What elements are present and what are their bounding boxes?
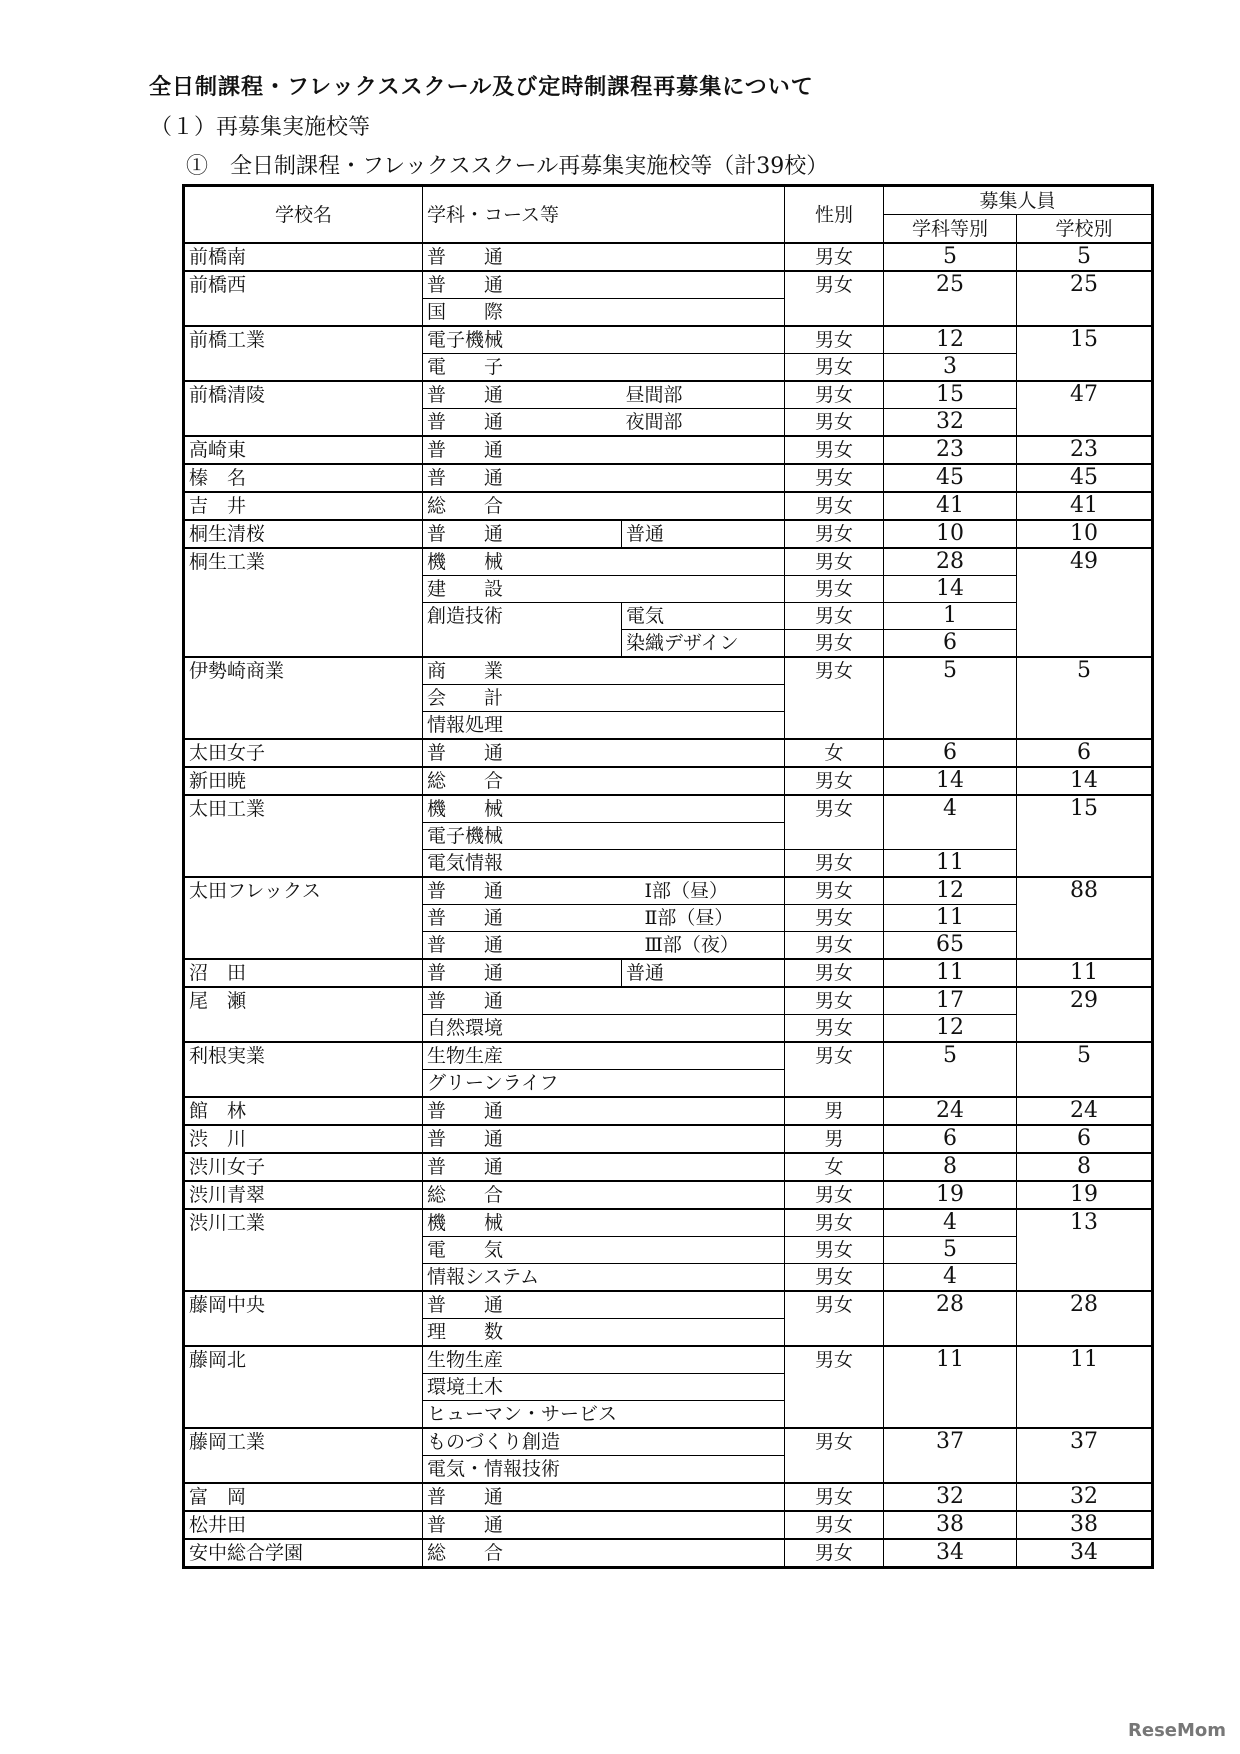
- count-by-dept: 37: [884, 1428, 1017, 1483]
- school-name: 藤岡工業: [184, 1428, 423, 1483]
- count-by-school: 6: [1017, 739, 1153, 767]
- department: 普 通: [423, 877, 622, 905]
- count-by-dept: 5: [884, 1237, 1017, 1264]
- count-by-dept: 4: [884, 795, 1017, 850]
- course: 昼間部: [622, 381, 785, 409]
- school-name: 富 岡: [184, 1483, 423, 1511]
- count-by-dept: 11: [884, 1346, 1017, 1428]
- department: 生物生産: [423, 1042, 785, 1070]
- count-by-school: 6: [1017, 1125, 1153, 1153]
- table-row: [184, 739, 1153, 767]
- table-row: [184, 959, 1153, 987]
- gender: 男女: [785, 657, 884, 739]
- gender: 男女: [785, 243, 884, 271]
- count-by-school: 8: [1017, 1153, 1153, 1181]
- table-row: [184, 1291, 1153, 1319]
- department: 創造技術: [423, 603, 622, 658]
- gender: 男女: [785, 1428, 884, 1483]
- gender: 男女: [785, 381, 884, 409]
- department: 電気情報: [423, 850, 785, 878]
- gender: 男女: [785, 1539, 884, 1568]
- count-by-dept: 4: [884, 1264, 1017, 1292]
- department: 普 通: [423, 520, 622, 548]
- school-name: 利根実業: [184, 1042, 423, 1097]
- department: 自然環境: [423, 1015, 785, 1043]
- course: 電気: [622, 603, 785, 630]
- gender: 男女: [785, 959, 884, 987]
- school-name: 藤岡中央: [184, 1291, 423, 1346]
- count-by-dept: 15: [884, 381, 1017, 409]
- section-heading: （１）再募集実施校等: [150, 115, 371, 140]
- school-name: 渋川工業: [184, 1209, 423, 1291]
- count-by-school: 47: [1017, 381, 1153, 436]
- school-name: 榛 名: [184, 464, 423, 492]
- course: Ⅱ部（昼）: [622, 905, 785, 932]
- count-by-school: 45: [1017, 464, 1153, 492]
- count-by-dept: 38: [884, 1511, 1017, 1539]
- gender: 女: [785, 1153, 884, 1181]
- table-row: [184, 657, 1153, 685]
- course: 普通: [622, 520, 785, 548]
- school-name: 館 林: [184, 1097, 423, 1125]
- subsection-heading: ① 全日制課程・フレックススクール再募集実施校等（計39校）: [186, 154, 829, 179]
- department: 情報処理: [423, 712, 785, 740]
- count-by-school: 10: [1017, 520, 1153, 548]
- department: 電子機械: [423, 823, 785, 850]
- count-by-dept: 10: [884, 520, 1017, 548]
- table-row: [184, 243, 1153, 271]
- table-row: [184, 271, 1153, 299]
- gender: 男女: [785, 1042, 884, 1097]
- department: ものづくり創造: [423, 1428, 785, 1456]
- count-by-school: 14: [1017, 767, 1153, 795]
- table-row: [184, 795, 1153, 823]
- count-by-dept: 11: [884, 905, 1017, 932]
- count-by-dept: 12: [884, 1015, 1017, 1043]
- count-by-dept: 5: [884, 657, 1017, 739]
- count-by-school: 88: [1017, 877, 1153, 959]
- count-by-dept: 5: [884, 243, 1017, 271]
- table-row: [184, 492, 1153, 520]
- department: 国 際: [423, 299, 785, 327]
- department: 機 械: [423, 795, 785, 823]
- count-by-school: 34: [1017, 1539, 1153, 1568]
- department: 会 計: [423, 685, 785, 712]
- count-by-school: 13: [1017, 1209, 1153, 1291]
- count-by-school: 37: [1017, 1428, 1153, 1483]
- count-by-dept: 23: [884, 436, 1017, 464]
- table-row: [184, 1511, 1153, 1539]
- gender: 男女: [785, 326, 884, 354]
- course: 夜間部: [622, 409, 785, 437]
- count-by-dept: 24: [884, 1097, 1017, 1125]
- department: 建 設: [423, 576, 785, 603]
- school-name: 渋川青翠: [184, 1181, 423, 1209]
- count-by-dept: 1: [884, 603, 1017, 630]
- department: 電 気: [423, 1237, 785, 1264]
- document-title: 全日制課程・フレックススクール及び定時制課程再募集について: [149, 75, 814, 100]
- gender: 男女: [785, 464, 884, 492]
- count-by-school: 11: [1017, 1346, 1153, 1428]
- gender: 男女: [785, 271, 884, 326]
- count-by-dept: 14: [884, 576, 1017, 603]
- school-name: 前橋工業: [184, 326, 423, 381]
- count-by-dept: 14: [884, 767, 1017, 795]
- school-name: 桐生清桜: [184, 520, 423, 548]
- gender: 男女: [785, 1181, 884, 1209]
- count-by-school: 29: [1017, 987, 1153, 1042]
- count-by-dept: 41: [884, 492, 1017, 520]
- gender: 男女: [785, 576, 884, 603]
- count-by-dept: 11: [884, 959, 1017, 987]
- department: 生物生産: [423, 1346, 785, 1374]
- department: 商 業: [423, 657, 785, 685]
- count-by-dept: 19: [884, 1181, 1017, 1209]
- count-by-school: 15: [1017, 326, 1153, 381]
- department: 電気・情報技術: [423, 1456, 785, 1484]
- gender: 男女: [785, 1511, 884, 1539]
- table-row: [184, 877, 1153, 905]
- count-by-dept: 34: [884, 1539, 1017, 1568]
- count-by-school: 32: [1017, 1483, 1153, 1511]
- gender: 男女: [785, 630, 884, 658]
- department: 総 合: [423, 767, 785, 795]
- school-name: 藤岡北: [184, 1346, 423, 1428]
- gender: 男女: [785, 1209, 884, 1237]
- count-by-dept: 25: [884, 271, 1017, 326]
- school-name: 高崎東: [184, 436, 423, 464]
- resemom-logo: ReseMom: [1128, 1720, 1227, 1741]
- gender: 男女: [785, 1346, 884, 1428]
- table-row: [184, 548, 1153, 576]
- count-by-dept: 28: [884, 1291, 1017, 1346]
- gender: 男女: [785, 1015, 884, 1043]
- count-by-dept: 8: [884, 1153, 1017, 1181]
- gender: 男女: [785, 354, 884, 382]
- count-by-school: 5: [1017, 1042, 1153, 1097]
- school-name: 渋 川: [184, 1125, 423, 1153]
- department: 普 通: [423, 436, 785, 464]
- table-row: [184, 464, 1153, 492]
- table-row: [184, 1209, 1153, 1237]
- table-row: [184, 381, 1153, 409]
- count-by-dept: 6: [884, 630, 1017, 658]
- department: 普 通: [423, 381, 622, 409]
- table-row: [184, 1539, 1153, 1568]
- table-row: [184, 1483, 1153, 1511]
- table-row: [184, 520, 1153, 548]
- table-row: [184, 1346, 1153, 1374]
- count-by-dept: 32: [884, 1483, 1017, 1511]
- school-name: 渋川女子: [184, 1153, 423, 1181]
- table-row: [184, 1042, 1153, 1070]
- table-row: [184, 1097, 1153, 1125]
- count-by-school: 38: [1017, 1511, 1153, 1539]
- department: 普 通: [423, 409, 622, 437]
- gender: 男女: [785, 603, 884, 630]
- department: 機 械: [423, 1209, 785, 1237]
- gender: 男女: [785, 548, 884, 576]
- count-by-dept: 3: [884, 354, 1017, 382]
- department: 普 通: [423, 1125, 785, 1153]
- recruitment-table: [182, 184, 1154, 1569]
- school-name: 吉 井: [184, 492, 423, 520]
- school-name: 沼 田: [184, 959, 423, 987]
- department: 普 通: [423, 905, 622, 932]
- gender: 男女: [785, 409, 884, 437]
- count-by-school: 28: [1017, 1291, 1153, 1346]
- gender: 男女: [785, 987, 884, 1015]
- gender: 男女: [785, 1483, 884, 1511]
- department: 普 通: [423, 464, 785, 492]
- count-by-dept: 12: [884, 877, 1017, 905]
- gender: 男女: [785, 877, 884, 905]
- department: 電子機械: [423, 326, 785, 354]
- count-by-dept: 17: [884, 987, 1017, 1015]
- gender: 男女: [785, 795, 884, 850]
- table-row: [184, 1181, 1153, 1209]
- count-by-dept: 12: [884, 326, 1017, 354]
- header-recruit: 募集人員: [884, 186, 1153, 215]
- count-by-school: 19: [1017, 1181, 1153, 1209]
- count-by-school: 5: [1017, 243, 1153, 271]
- school-name: 前橋清陵: [184, 381, 423, 436]
- count-by-dept: 5: [884, 1042, 1017, 1097]
- gender: 女: [785, 739, 884, 767]
- department: 普 通: [423, 243, 785, 271]
- school-name: 伊勢崎商業: [184, 657, 423, 739]
- department: 普 通: [423, 1511, 785, 1539]
- gender: 男女: [785, 492, 884, 520]
- count-by-dept: 28: [884, 548, 1017, 576]
- header-by-school: 学校別: [1017, 215, 1153, 244]
- department: 普 通: [423, 932, 622, 960]
- count-by-school: 24: [1017, 1097, 1153, 1125]
- table-row: [184, 1428, 1153, 1456]
- gender: 男女: [785, 1264, 884, 1292]
- count-by-school: 41: [1017, 492, 1153, 520]
- count-by-dept: 45: [884, 464, 1017, 492]
- department: 総 合: [423, 1181, 785, 1209]
- count-by-dept: 32: [884, 409, 1017, 437]
- department: 理 数: [423, 1319, 785, 1347]
- header-by-dept: 学科等別: [884, 215, 1017, 244]
- count-by-school: 23: [1017, 436, 1153, 464]
- gender: 男女: [785, 850, 884, 878]
- department: 電 子: [423, 354, 785, 382]
- gender: 男女: [785, 520, 884, 548]
- gender: 男女: [785, 932, 884, 960]
- school-name: 太田工業: [184, 795, 423, 877]
- count-by-school: 25: [1017, 271, 1153, 326]
- school-name: 太田フレックス: [184, 877, 423, 959]
- gender: 男: [785, 1125, 884, 1153]
- school-name: 桐生工業: [184, 548, 423, 657]
- department: 普 通: [423, 959, 622, 987]
- gender: 男女: [785, 767, 884, 795]
- department: グリーンライフ: [423, 1070, 785, 1098]
- count-by-dept: 11: [884, 850, 1017, 878]
- count-by-dept: 6: [884, 739, 1017, 767]
- gender: 男女: [785, 1291, 884, 1346]
- table-row: [184, 1153, 1153, 1181]
- gender: 男: [785, 1097, 884, 1125]
- department: 普 通: [423, 1291, 785, 1319]
- department: ヒューマン・サービス: [423, 1401, 785, 1429]
- table-row: [184, 436, 1153, 464]
- school-name: 新田暁: [184, 767, 423, 795]
- school-name: 前橋西: [184, 271, 423, 326]
- header-dept: 学科・コース等: [423, 186, 785, 244]
- count-by-dept: 6: [884, 1125, 1017, 1153]
- department: 普 通: [423, 1153, 785, 1181]
- department: 機 械: [423, 548, 785, 576]
- department: 普 通: [423, 1097, 785, 1125]
- count-by-school: 11: [1017, 959, 1153, 987]
- gender: 男女: [785, 1237, 884, 1264]
- school-name: 太田女子: [184, 739, 423, 767]
- department: 総 合: [423, 492, 785, 520]
- table-row: [184, 767, 1153, 795]
- table-row: [184, 326, 1153, 354]
- department: 情報システム: [423, 1264, 785, 1292]
- header-gender: 性別: [785, 186, 884, 244]
- course: 普通: [622, 959, 785, 987]
- course: Ⅲ部（夜）: [622, 932, 785, 960]
- department: 普 通: [423, 987, 785, 1015]
- school-name: 松井田: [184, 1511, 423, 1539]
- department: 普 通: [423, 271, 785, 299]
- count-by-dept: 65: [884, 932, 1017, 960]
- school-name: 安中総合学園: [184, 1539, 423, 1568]
- table-row: [184, 1125, 1153, 1153]
- count-by-school: 49: [1017, 548, 1153, 657]
- table-row: [184, 987, 1153, 1015]
- count-by-school: 5: [1017, 657, 1153, 739]
- course: Ⅰ部（昼）: [622, 877, 785, 905]
- school-name: 前橋南: [184, 243, 423, 271]
- department: 総 合: [423, 1539, 785, 1568]
- count-by-school: 15: [1017, 795, 1153, 877]
- gender: 男女: [785, 436, 884, 464]
- header-school: 学校名: [184, 186, 423, 244]
- school-name: 尾 瀬: [184, 987, 423, 1042]
- department: 普 通: [423, 739, 785, 767]
- gender: 男女: [785, 905, 884, 932]
- course: 染織デザイン: [622, 630, 785, 658]
- department: 環境土木: [423, 1374, 785, 1401]
- count-by-dept: 4: [884, 1209, 1017, 1237]
- department: 普 通: [423, 1483, 785, 1511]
